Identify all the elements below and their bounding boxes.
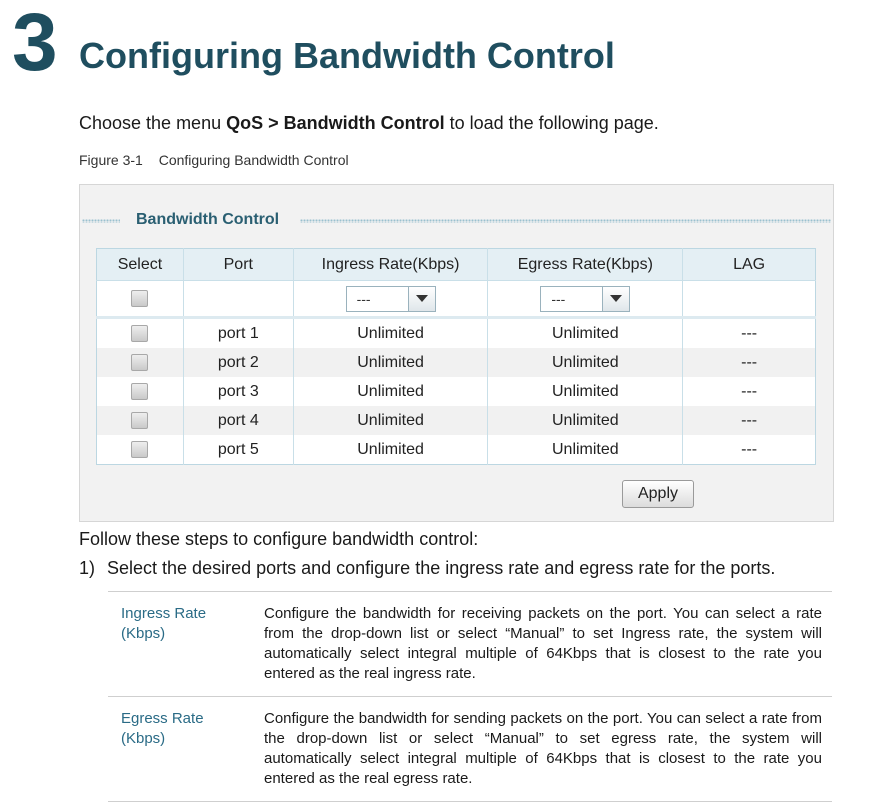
table-row (97, 435, 816, 465)
egress-cell: Unlimited (488, 377, 683, 406)
panel-header (80, 209, 833, 231)
row-checkbox[interactable] (131, 383, 148, 400)
param-row-ingress-rate (108, 591, 832, 696)
port-cell: port 1 (183, 318, 293, 349)
apply-button[interactable]: Apply (622, 480, 694, 508)
row-checkbox[interactable] (131, 412, 148, 429)
panel-title: Bandwidth Control (136, 211, 280, 228)
parameter-table (108, 591, 832, 802)
bandwidth-table (96, 248, 816, 465)
intro-suffix: to load the following page. (444, 113, 659, 133)
step-1 (79, 558, 775, 579)
step-1-text: Select the desired ports and configure the ingress rate and egress rate for the ports. (107, 558, 776, 578)
lag-cell: --- (741, 382, 758, 400)
panel-header-dots-right (300, 219, 831, 223)
intro-menu-path: QoS > Bandwidth Control (226, 113, 445, 133)
egress-cell: Unlimited (488, 406, 683, 435)
ingress-cell: Unlimited (293, 377, 488, 406)
param-name-line2: (Kbps) (121, 730, 166, 747)
ingress-rate-select[interactable] (346, 286, 436, 312)
param-description: Configure the bandwidth for sending packets on the port. You can select a rate from the drop-down list or select “Manual” to set egress rate, the system will automatically select integral multiple of 64Kbps that is closest to the rate you entered as the real egress rate. (264, 710, 822, 787)
row-checkbox[interactable] (131, 354, 148, 371)
ingress-cell: Unlimited (293, 348, 488, 377)
chevron-down-icon[interactable] (602, 287, 629, 311)
param-name (108, 604, 264, 684)
col-header-ingress: Ingress Rate(Kbps) (293, 249, 488, 281)
chapter-title: Configuring Bandwidth Control (79, 35, 615, 76)
intro-paragraph (79, 113, 659, 134)
steps-intro: Follow these steps to configure bandwidth control: (79, 529, 479, 549)
port-cell: port 2 (183, 348, 293, 377)
ingress-cell: Unlimited (293, 435, 488, 465)
select-all-checkbox[interactable] (131, 290, 148, 307)
intro-prefix: Choose the menu (79, 113, 227, 133)
chapter-number: 3 (12, 0, 56, 88)
port-cell: port 4 (183, 406, 293, 435)
step-1-number: 1) (79, 558, 96, 578)
port-cell: port 5 (183, 435, 293, 465)
col-header-select: Select (97, 249, 184, 281)
egress-rate-select-value: --- (551, 290, 566, 307)
param-name-line1: Ingress Rate (121, 605, 207, 622)
table-header-row (97, 249, 816, 281)
param-row-egress-rate (108, 696, 832, 802)
row-checkbox[interactable] (131, 441, 148, 458)
row-checkbox[interactable] (131, 325, 148, 342)
egress-cell: Unlimited (488, 318, 683, 349)
table-row (97, 406, 816, 435)
col-header-lag: LAG (683, 249, 816, 281)
col-header-egress: Egress Rate(Kbps) (488, 249, 683, 281)
param-name-line2: (Kbps) (121, 625, 166, 642)
lag-cell: --- (741, 324, 758, 342)
panel-header-dots-left (82, 219, 120, 223)
ingress-cell: Unlimited (293, 318, 488, 349)
param-name (108, 709, 264, 789)
figure-caption (79, 152, 349, 168)
bandwidth-control-panel (79, 184, 834, 522)
param-name-line1: Egress Rate (121, 710, 204, 727)
egress-cell: Unlimited (488, 435, 683, 465)
ingress-rate-select-value: --- (356, 290, 371, 307)
table-row (97, 377, 816, 406)
egress-cell: Unlimited (488, 348, 683, 377)
lag-cell: --- (683, 348, 816, 377)
col-header-port: Port (183, 249, 293, 281)
ingress-cell: Unlimited (293, 406, 488, 435)
chevron-down-icon[interactable] (408, 287, 435, 311)
lag-cell: --- (741, 440, 758, 458)
param-description: Configure the bandwidth for receiving packets on the port. You can select a rate from the drop-down list or select “Manual” to set Ingress rate, the system will automatically select integral multiple of 64Kbps that is closest to the rate you entered as the real ingress rate. (264, 605, 822, 682)
table-row (97, 348, 816, 377)
lag-cell: --- (683, 406, 816, 435)
figure-number: Figure 3-1 (79, 152, 143, 168)
filter-row (97, 281, 816, 318)
port-cell: port 3 (183, 377, 293, 406)
table-row (97, 318, 816, 349)
egress-rate-select[interactable] (540, 286, 630, 312)
figure-caption-text: Configuring Bandwidth Control (158, 152, 349, 168)
